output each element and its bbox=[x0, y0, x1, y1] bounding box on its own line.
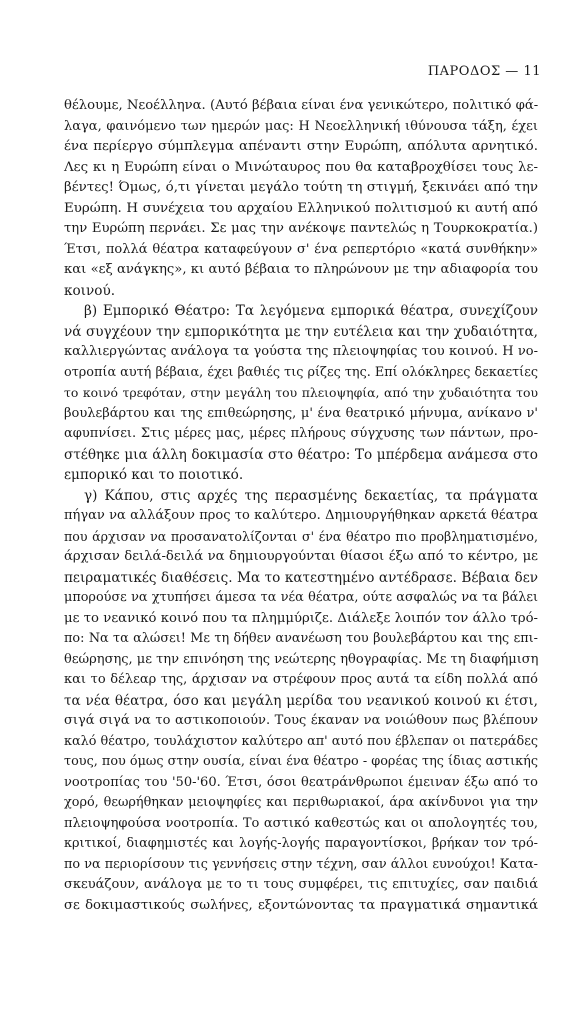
text-line: κοινού. bbox=[64, 282, 116, 299]
text-line: που άρχισαν να προσανατολίζονται σ' ένα θέατρο πιο προβληματισμένο, bbox=[64, 528, 538, 544]
text-line: καλό θέατρο, τουλάχιστον καλύτερο απ' αυτό που έβλεπαν οι πατεράδες bbox=[64, 733, 538, 749]
text-line: Ευρώπη. Η συνέχεια του αρχαίου Ελληνικού πολιτισμού κι αυτή από bbox=[64, 200, 538, 216]
text-line: βουλεβάρτου και της επιθεώρησης, μ' ένα θεατρικό μήνυμα, ανίκανο ν' bbox=[64, 405, 538, 421]
text-line: αφυπνίσει. Στις μέρες μας, μέρες πλήρους σύγχυσης των πάντων, προ- bbox=[64, 426, 538, 441]
text-line: και «εξ ανάγκης», κι αυτό βέβαια το πληρώνουν με την αδιαφορία του bbox=[64, 262, 538, 277]
text-line: με το νεανικό κοινό που τα πλημμύριζε. Διάλεξε λοιπόν τον άλλο τρό- bbox=[64, 610, 538, 626]
text-line: σκευάζουν, ανάλογα με το τι τους συμφέρει, τις επιτυχίες, σαν παιδιά bbox=[64, 877, 538, 892]
text-line: Λες κι η Ευρώπη είναι ο Μινώταυρος που θα καταβροχθίσει τους λε- bbox=[64, 159, 538, 175]
text-line: το κοινό τρεφόταν, στην μεγάλη του πλειοψηφία, από την χυδαιότητα του bbox=[64, 385, 538, 400]
text-line: οτροπία αυτή βέβαια, έχει βαθιές τις ρίζες της. Επί ολόκληρες δεκαετίες bbox=[64, 364, 538, 380]
text-line: λαγα, φαινόμενο των ημερών μας: Η Νεοελληνική ιθύνουσα τάξη, έχει bbox=[64, 118, 538, 134]
text-line: πήγαν να αλλάξουν προς το καλύτερο. Δημιουργήθηκαν αρκετά θέατρα bbox=[64, 508, 538, 523]
text-line: Έτσι, πολλά θέατρα καταφεύγουν σ' ένα ρεπερτόριο «κατά συνθήκην» bbox=[64, 241, 538, 257]
text-line: β) Εμπορικό Θέατρο: Τα λεγόμενα εμπορικά θέατρα, συνεχίζουν bbox=[84, 303, 538, 319]
text-line: θεώρησης, με την επινόηση της νεώτερης ηθογραφίας. Με τη διαφήμιση bbox=[64, 651, 539, 667]
text-line: εμπορικό και το ποιοτικό. bbox=[64, 467, 244, 483]
text-line: τα νέα θέατρα, όσο και μεγάλη μερίδα του νεανικού κοινού κι έτσι, bbox=[64, 692, 538, 709]
text-line: νοοτροπίας του '50-'60. Έτσι, όσοι θεατράνθρωποι έμειναν έξω από το bbox=[64, 774, 538, 790]
text-line: και το δέλεαρ της, άρχισαν να στρέφουν προς αυτά τα είδη πολλά από bbox=[64, 672, 538, 687]
text-line: χορό, θεωρήθηκαν μειοψηφίες και περιθωριακοί, άρα ακίνδυνοι για την bbox=[64, 795, 538, 810]
text-line: πλειοψηφούσα νοοτροπία. Το αστικό καθεστώς και οι απολογητές του, bbox=[64, 815, 538, 831]
text-line: τους, που όμως στην ουσία, είναι ένα θέατρο - φορέας της ίδιας αστικής bbox=[64, 754, 538, 769]
text-line: θέλουμε, Νεοέλληνα. (Αυτό βέβαια είναι ένα γενικώτερο, πολιτικό φά- bbox=[64, 98, 539, 113]
text-line: σιγά σιγά να το αστικοποιούν. Τους έκαναν να νοιώθουν πως βλέπουν bbox=[64, 713, 538, 728]
text-line: βέντες! Όμως, ό,τι γίνεται μεγάλο τούτη τη στιγμή, ξεκινάει από την bbox=[64, 180, 538, 195]
text-line: στέθηκε μια άλλη δοκιμασία στο θέατρο: Το μπέρδεμα ανάμεσα στο bbox=[64, 446, 538, 463]
text-line: κριτικοί, διαφημιστές και λογής-λογής παραγοντίσκοι, βρήκαν τον τρό- bbox=[64, 836, 538, 851]
text-line: σε δοκιμαστικούς σωλήνες, εξοντώνοντας τα πραγματικά σημαντικά bbox=[64, 897, 538, 913]
text-line: πο: Να τα αλώσει! Με τη δήθεν ανανέωση του βουλεβάρτου και της επι- bbox=[64, 631, 538, 646]
text-line: καλλιεργώντας ανάλογα τα γούστα της πλειοψηφίας του κοινού. Η νο- bbox=[64, 344, 538, 359]
text-line: μπορούσε να χτυπήσει άμεσα τα νέα θέατρα, ούτε ασφαλώς να τα βάλει bbox=[64, 590, 538, 605]
text-line: την Ευρώπη περνάει. Σε μας την ανέκοψε παντελώς η Τουρκοκρατία.) bbox=[64, 221, 538, 236]
text-line: ένα περίεργο σύμπλεγμα απέναντι στην Ευρώπη, απόλυτα αρνητικό. bbox=[64, 139, 538, 154]
running-header: ΠΑΡΟΔΟΣ — 11 bbox=[427, 64, 541, 79]
text-line: νά συγχέουν την εμπορικότητα με την ευτέλεια και την χυδαιότητα, bbox=[64, 323, 538, 340]
text-line: γ) Κάπου, στις αρχές της περασμένης δεκαετίας, τα πράγματα bbox=[84, 487, 538, 504]
text-line: άρχισαν δειλά-δειλά να δημιουργούνται θίασοι έξω από το κέντρο, με bbox=[64, 549, 538, 564]
text-line: πειραματικές διαθέσεις. Μα το κατεστημένο αντέδρασε. Βέβαια δεν bbox=[64, 569, 538, 586]
text-line: πο να περιορίσουν τις γεννήσεις στην τέχνη, σαν άλλοι ευνούχοι! Κατα- bbox=[64, 856, 538, 872]
body-text bbox=[64, 96, 538, 916]
